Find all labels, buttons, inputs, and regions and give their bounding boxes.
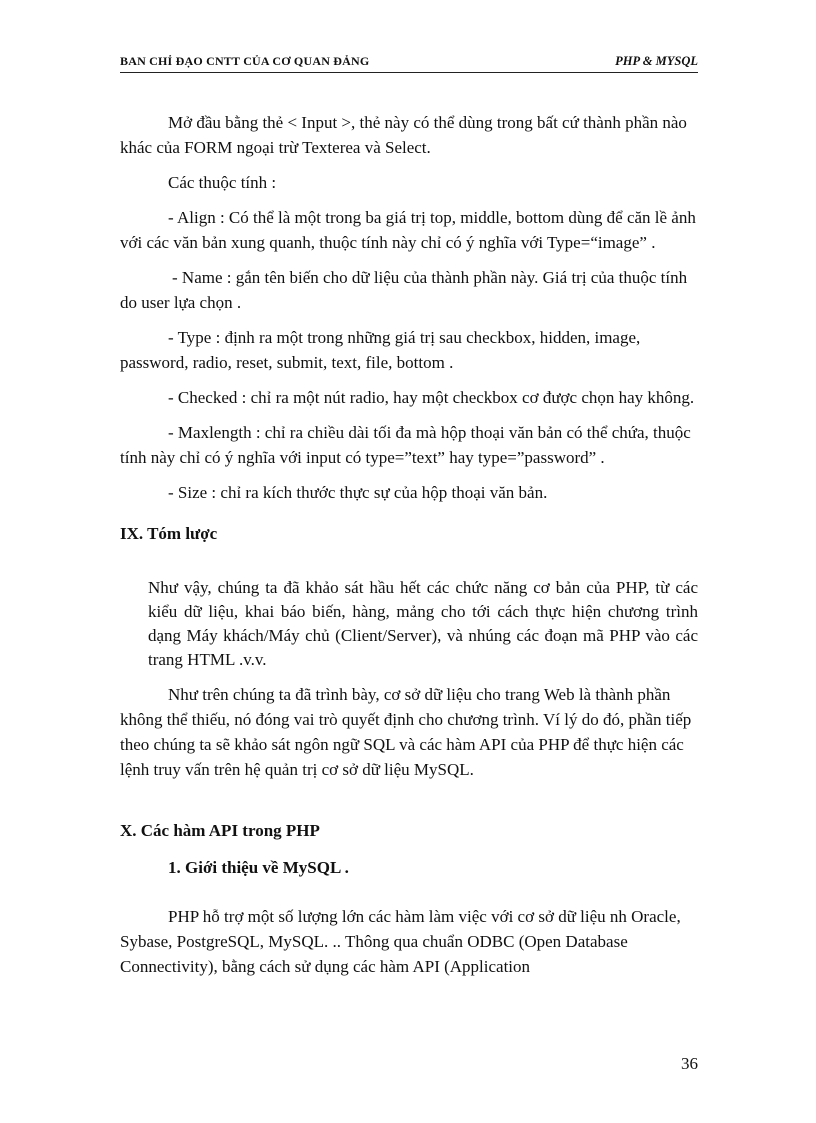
paragraph-maxlength: - Maxlength : chỉ ra chiều dài tối đa mà hộp thoại văn bản có thể chứa, thuộc tính này chỉ có ý nghĩa với input có type=”text” hay type=”password” . [120, 423, 691, 467]
section-heading-ix: IX. Tóm lược [120, 524, 218, 543]
paragraph-size: - Size : chỉ ra kích thước thực sự của hộp thoại văn bản. [168, 483, 548, 502]
subsection-heading-mysql: 1. Giới thiệu về MySQL . [168, 858, 349, 877]
paragraph-name: - Name : gắn tên biến cho dữ liệu của thành phần này. Giá trị của thuộc tính do user lựa chọn . [120, 268, 688, 312]
paragraph-database-intro: Như trên chúng ta đã trình bày, cơ sở dữ liệu cho trang Web là thành phần không thể thiếu, nó đóng vai trò quyết định cho chương trình. Ví lý do đó, phần tiếp theo chúng ta sẽ khảo sát ngôn ngữ SQL và các hàm API của PHP để thực hiện các lệnh truy vấn trên hệ quản trị cơ sở dữ liệu MySQL. [120, 685, 692, 779]
page-body [120, 110, 698, 979]
paragraph-php-database-support: PHP hỗ trợ một số lượng lớn các hàm làm việc với cơ sở dữ liệu nh Oracle, Sybase, PostgreSQL, MySQL. .. Thông qua chuẩn ODBC (Open Database Connectivity), bằng cách sử dụng các hàm API (Application [120, 907, 681, 976]
paragraph-checked: - Checked : chỉ ra một nút radio, hay một checkbox cơ được chọn hay không. [168, 388, 695, 407]
header-left-title: BAN CHỈ ĐẠO CNTT CỦA CƠ QUAN ĐẢNG [120, 54, 370, 68]
running-header [120, 52, 698, 73]
header-right-title: PHP & MYSQL [615, 54, 698, 68]
paragraph-align: - Align : Có thể là một trong ba giá trị top, middle, bottom dùng để căn lề ảnh với các văn bản xung quanh, thuộc tính này chỉ có ý nghĩa với Type=“image” . [120, 208, 696, 252]
paragraph-summary: Như vậy, chúng ta đã khảo sát hầu hết các chức năng cơ bản của PHP, từ các kiểu dữ liệu, khai báo biến, hàng, mảng cho tới cách thực hiện chương trình dạng Máy khách/Máy chủ (Client/Server), và nhúng các đoạn mã PHP vào các trang HTML .v.v. [148, 578, 698, 669]
paragraph-input-tag: Mở đầu bằng thẻ < Input >, thẻ này có thể dùng trong bất cứ thành phần nào khác của FORM ngoại trừ Texterea và Select. [120, 113, 687, 157]
paragraph-type: - Type : định ra một trong những giá trị sau checkbox, hidden, image, password, radio, reset, submit, text, file, bottom . [120, 328, 641, 372]
page-number: 36 [681, 1054, 698, 1073]
paragraph-attributes-intro: Các thuộc tính : [168, 173, 277, 192]
section-heading-x: X. Các hàm API trong PHP [120, 821, 320, 840]
